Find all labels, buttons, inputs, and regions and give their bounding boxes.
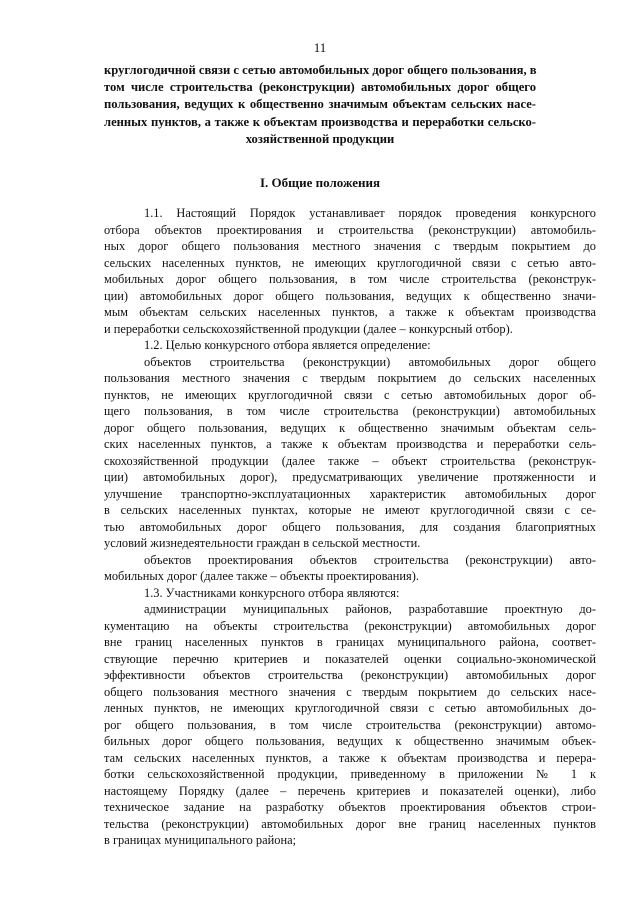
title-line: пользования, ведущих к общественно значимым объектам сельских насе- [104, 97, 536, 112]
paragraph [104, 585, 596, 602]
paragraph-line: ции) автомобильных дорог общего пользования, ведущих к общественно значи- [104, 288, 596, 303]
paragraph-line: и переработки сельскохозяйственной продукции (далее – конкурсный отбор). [104, 321, 513, 336]
paragraph [104, 601, 596, 849]
title-line: ленных пунктов, а также к объектам производства и переработки сельско- [104, 114, 536, 129]
paragraph-line: 1.1. Настоящий Порядок устанавливает порядок проведения конкурсного [144, 206, 596, 220]
paragraph [104, 354, 596, 552]
paragraph-line: эффективности объектов строительства (реконструкции) автомобильных дорог [104, 668, 596, 682]
paragraph-line: в границах муниципального района; [104, 833, 297, 847]
document-title [104, 62, 536, 148]
paragraph-line: кументацию на объекты строительства (реконструкции) автомобильных дорог [104, 618, 596, 633]
paragraph-line: в сельских населенных пунктах, которые не имеют круглогодичной связи с се- [104, 503, 596, 517]
paragraph-line: мобильных дорог общего пользования, в том числе строительства (реконструк- [104, 272, 596, 286]
title-line: круглогодичной связи с сетью автомобильных дорог общего пользования, в [104, 63, 537, 77]
section-title: I. Общие положения [260, 175, 380, 190]
paragraph-line: ботки сельскохозяйственной продукции, приведенному в приложении № 1 к [104, 767, 596, 781]
paragraph-line: тью автомобильных дорог общего пользования, для создания благоприятных [104, 519, 596, 534]
paragraph-line: скохозяйственной продукции (далее также – объект строительства (реконструк- [104, 453, 596, 468]
title-line: хозяйственной продукции [245, 131, 395, 146]
paragraph-line: мобильных дорог (далее также – объекты проектирования). [104, 569, 419, 583]
paragraph-line: дорог общего пользования, ведущих к общественно значимым объектам сель- [104, 420, 596, 435]
paragraph-line: ных дорог общего пользования местного значения с твердым покрытием до [104, 239, 596, 253]
paragraph [104, 205, 596, 337]
paragraph-line: тельства (реконструкции) автомобильных дорог вне границ населенных пунктов [104, 816, 596, 831]
paragraph-line: ствующие перечню критериев и показателей оценки социально-экономической [104, 651, 596, 666]
paragraph-line: там сельских населенных пунктов, а также к объектам производства и перера- [104, 750, 596, 765]
paragraph-line: улучшение транспортно-эксплуатационных характеристик автомобильных дорог [104, 486, 596, 501]
paragraph-line: администрации муниципальных районов, разработавшие проектную до- [144, 602, 596, 616]
paragraph [104, 552, 596, 585]
page-number: 11 [313, 40, 327, 55]
paragraph [104, 337, 596, 354]
title-line: том числе строительства (реконструкции) автомобильных дорог общего [104, 80, 536, 95]
paragraph-line: рог общего пользования, в том числе строительства (реконструкции) автомо- [104, 717, 596, 732]
paragraph-line: щего пользования, в том числе строительства (реконструкции) автомобильных [104, 404, 596, 418]
paragraph-line: сельских населенных пунктов, не имеющих круглогодичной связи с сетью авто- [104, 255, 596, 270]
paragraph-line: условий жизнедеятельности граждан в сельской местности. [104, 536, 421, 550]
paragraph-line: настоящему Порядку (далее – перечень критериев и показателей оценки), либо [104, 783, 596, 798]
paragraph-line: бильных дорог общего пользования, ведущих к общественно значимым объек- [104, 734, 596, 748]
paragraph-line: ленных пунктов, не имеющих круглогодичной связи с сетью автомобильных до- [104, 701, 596, 715]
paragraph-line: техническое задание на разработку объектов проектирования объектов строи- [104, 800, 596, 814]
paragraph-line: ских населенных пунктов, а также к объектам производства и переработки сель- [104, 437, 596, 451]
paragraph-line: пользования местного значения с твердым покрытием до сельских населенных [104, 371, 596, 385]
paragraph-line: пунктов, не имеющих круглогодичной связи с сетью автомобильных дорог об- [104, 387, 596, 402]
paragraph-line: общего пользования местного значения с твердым покрытием до сельских насе- [104, 684, 596, 699]
document-body [104, 205, 596, 849]
paragraph-line: 1.3. Участниками конкурсного отбора являются: [144, 585, 400, 600]
paragraph-line: вне границ населенных пунктов в границах муниципального района, соответ- [104, 635, 596, 649]
paragraph-line: 1.2. Целью конкурсного отбора является определение: [144, 338, 431, 352]
paragraph-line: объектов строительства (реконструкции) автомобильных дорог общего [144, 354, 596, 369]
paragraph-line: объектов проектирования объектов строительства (реконструкции) авто- [144, 552, 596, 567]
paragraph-line: мым объектам сельских населенных пунктов, а также к объектам производства [104, 305, 596, 319]
paragraph-line: ции) автомобильных дорог), предусматривающих увеличение протяженности и [104, 470, 596, 484]
paragraph-line: отбора объектов проектирования и строительства (реконструкции) автомобиль- [104, 222, 596, 237]
